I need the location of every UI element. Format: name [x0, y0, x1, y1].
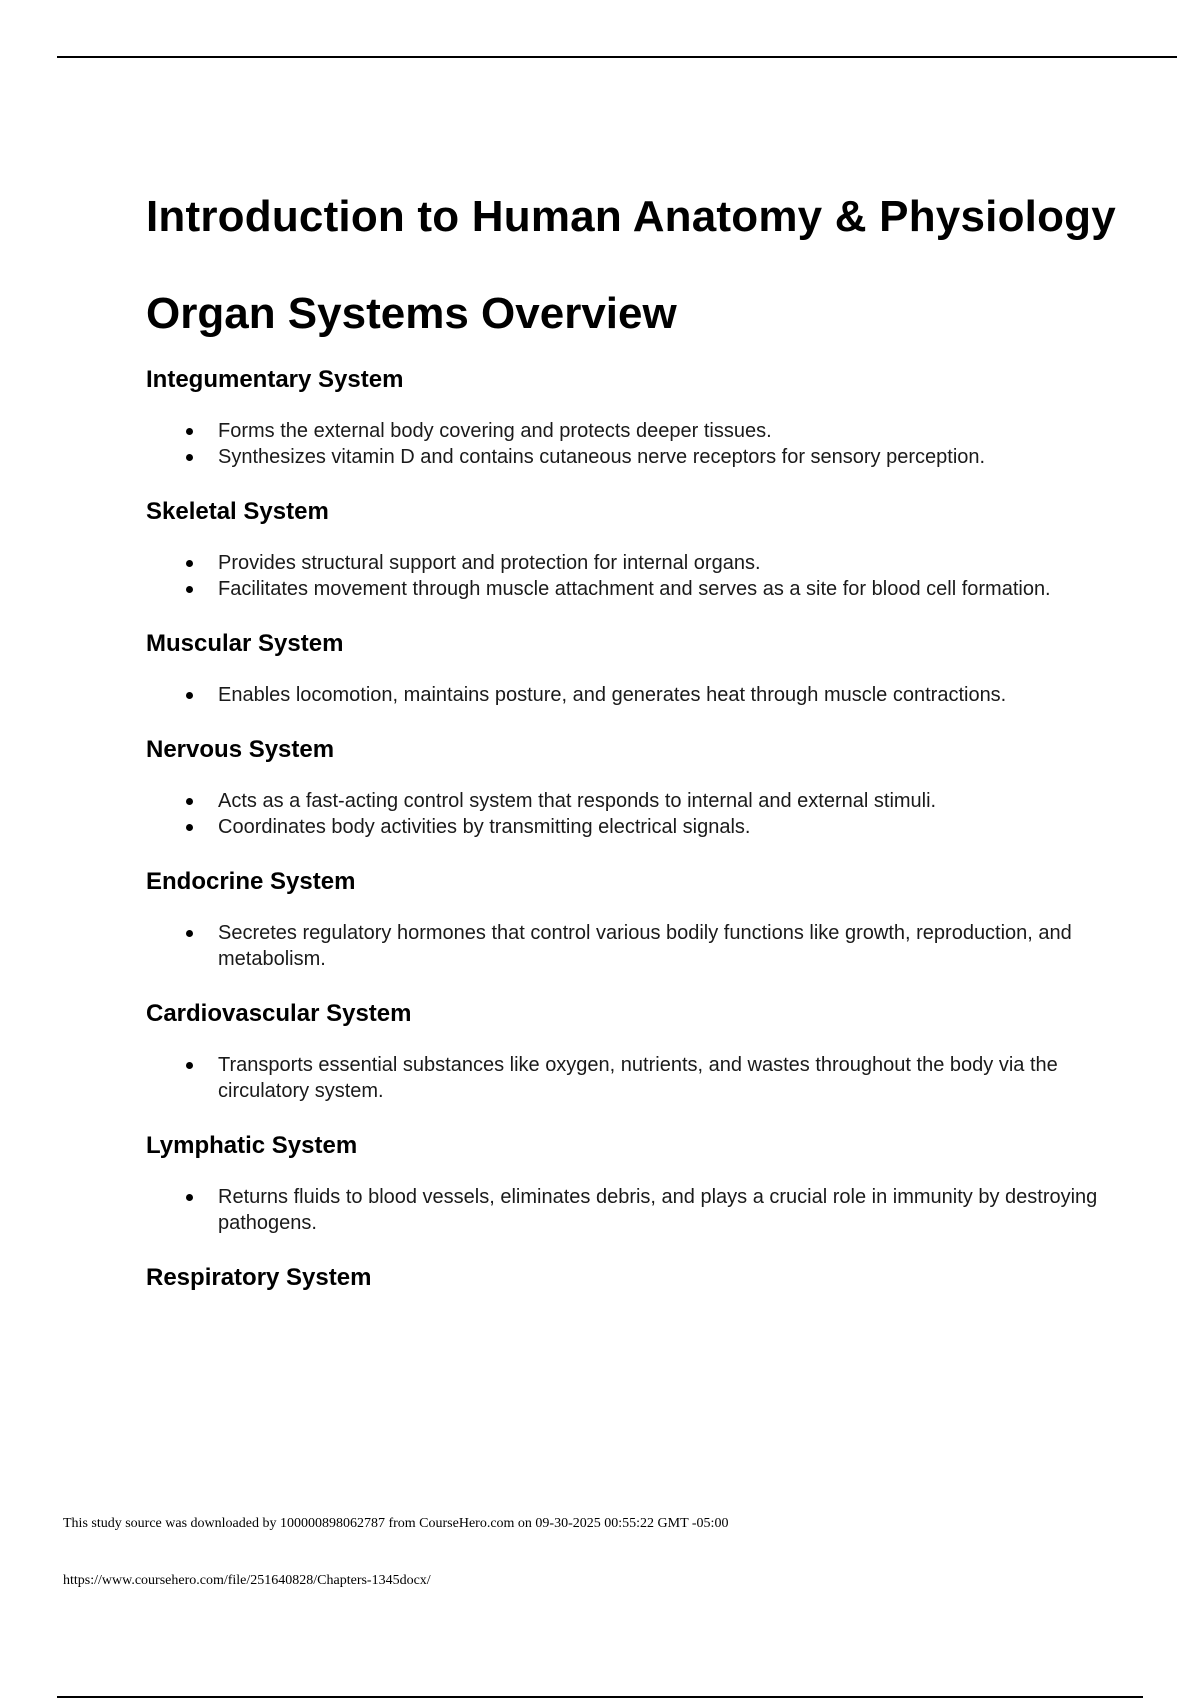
- systems-list: [146, 340, 1126, 1292]
- list-item: [146, 920, 1098, 972]
- list-item: [146, 576, 1098, 602]
- system-title: Cardiovascular System: [146, 1000, 412, 1027]
- list-item: [146, 444, 1098, 470]
- bullet-dot-icon: [186, 1062, 193, 1069]
- section-title: Organ Systems Overview: [146, 289, 677, 338]
- bullet-text: Secretes regulatory hormones that control various bodily functions like growth, reproduction, and metabolism.: [218, 922, 1072, 970]
- list-item: [146, 1184, 1098, 1236]
- bullet-text: Synthesizes vitamin D and contains cutaneous nerve receptors for sensory perception.: [218, 446, 986, 468]
- list-item: [146, 788, 1098, 814]
- document-title: Introduction to Human Anatomy & Physiology: [146, 192, 1116, 241]
- system-title: Integumentary System: [146, 366, 404, 393]
- list-item: [146, 1052, 1098, 1104]
- bullet-dot-icon: [186, 454, 193, 461]
- bottom-rule: [57, 1696, 1143, 1698]
- bullet-list: [146, 394, 1126, 470]
- bullet-text: Enables locomotion, maintains posture, and generates heat through muscle contractions.: [218, 684, 1007, 706]
- download-note: This study source was downloaded by 100000898062787 from CourseHero.com on 09-30-2025 00:55:22 GMT -05:00: [63, 1516, 729, 1531]
- system-section: [146, 340, 1126, 470]
- document-body: [146, 190, 1126, 1292]
- bullet-list: [146, 658, 1126, 708]
- list-item: [146, 550, 1098, 576]
- bullet-dot-icon: [186, 586, 193, 593]
- bullet-list: [146, 1160, 1126, 1236]
- system-section: [146, 602, 1126, 708]
- bullet-text: Facilitates movement through muscle attachment and serves as a site for blood cell formation.: [218, 578, 1051, 600]
- list-item: [146, 814, 1098, 840]
- source-url: https://www.coursehero.com/file/251640828/Chapters-1345docx/: [63, 1573, 431, 1588]
- bullet-dot-icon: [186, 692, 193, 699]
- bullet-text: Acts as a fast-acting control system that responds to internal and external stimuli.: [218, 790, 937, 812]
- bullet-list: [146, 526, 1126, 602]
- bullet-text: Forms the external body covering and protects deeper tissues.: [218, 420, 772, 442]
- bullet-dot-icon: [186, 428, 193, 435]
- system-section: [146, 1236, 1126, 1292]
- bullet-list: [146, 764, 1126, 840]
- system-title: Lymphatic System: [146, 1132, 358, 1159]
- system-title: Respiratory System: [146, 1264, 372, 1291]
- system-title: Skeletal System: [146, 498, 329, 525]
- bullet-text: Coordinates body activities by transmitting electrical signals.: [218, 816, 751, 838]
- bullet-list: [146, 1028, 1126, 1104]
- system-section: [146, 708, 1126, 840]
- system-section: [146, 470, 1126, 602]
- bullet-dot-icon: [186, 930, 193, 937]
- bullet-dot-icon: [186, 798, 193, 805]
- system-section: [146, 972, 1126, 1104]
- bullet-dot-icon: [186, 824, 193, 831]
- system-title: Muscular System: [146, 630, 344, 657]
- system-title: Endocrine System: [146, 868, 356, 895]
- bullet-text: Transports essential substances like oxygen, nutrients, and wastes throughout the body via the circulatory system.: [218, 1054, 1058, 1102]
- system-section: [146, 840, 1126, 972]
- bullet-text: Provides structural support and protection for internal organs.: [218, 552, 761, 574]
- list-item: [146, 418, 1098, 444]
- system-section: [146, 1104, 1126, 1236]
- bullet-dot-icon: [186, 1194, 193, 1201]
- top-rule: [57, 56, 1177, 58]
- system-title: Nervous System: [146, 736, 335, 763]
- list-item: [146, 682, 1098, 708]
- bullet-list: [146, 896, 1126, 972]
- bullet-text: Returns fluids to blood vessels, eliminates debris, and plays a crucial role in immunity by destroying pathogens.: [218, 1186, 1098, 1234]
- bullet-dot-icon: [186, 560, 193, 567]
